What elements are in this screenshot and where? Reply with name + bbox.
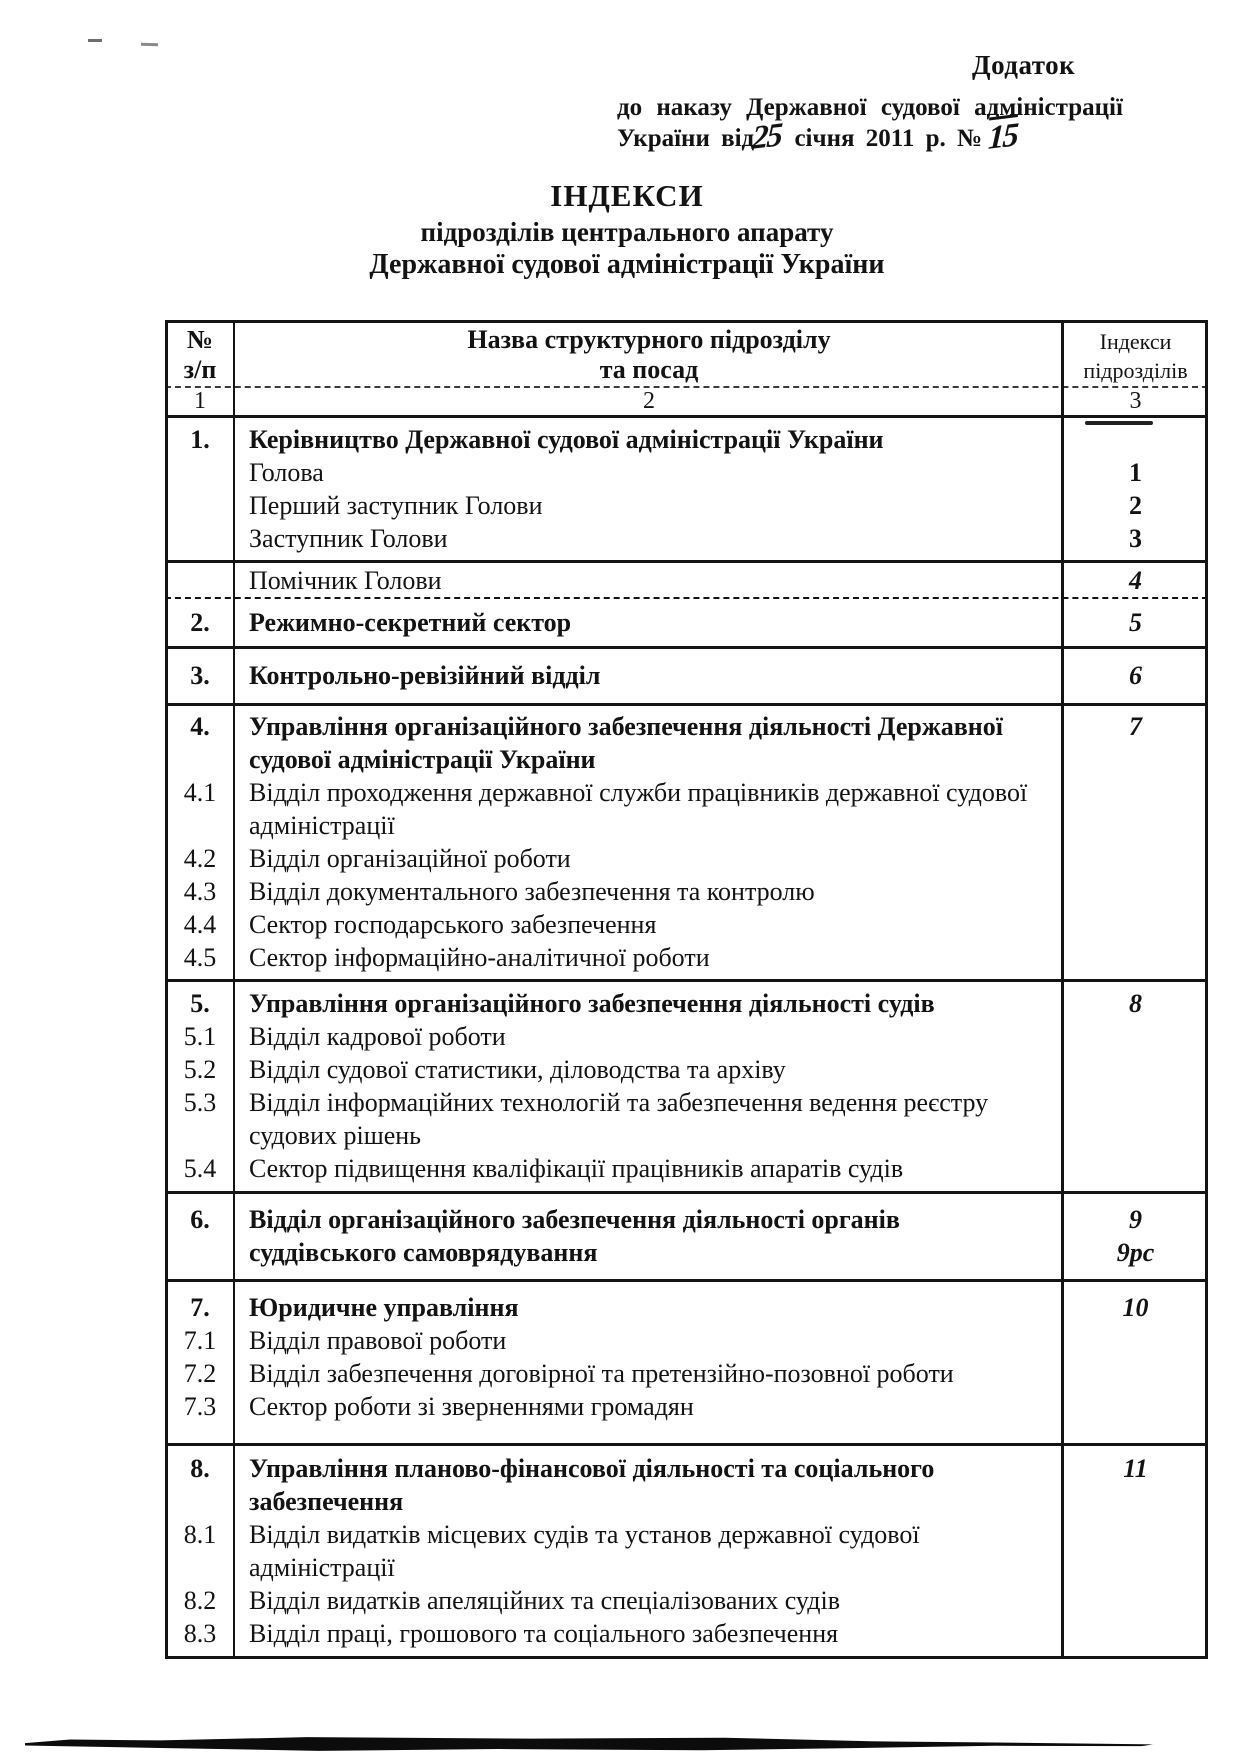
row-number: 6. bbox=[190, 1205, 210, 1234]
table-subrow bbox=[165, 776, 1208, 842]
table-subrow bbox=[165, 875, 1208, 908]
row-text: Голова bbox=[249, 458, 324, 487]
row-index bbox=[1063, 1203, 1208, 1269]
table-subrow bbox=[165, 1617, 1208, 1650]
row-text: Відділ видатків апеляційних та спеціалізованих судів bbox=[249, 1586, 840, 1615]
table-subrow bbox=[165, 941, 1208, 974]
table-row bbox=[165, 982, 1208, 1194]
row-number: 4.5 bbox=[183, 943, 217, 972]
row-text: Відділ кадрової роботи bbox=[249, 1022, 506, 1051]
table-subrow bbox=[165, 489, 1208, 522]
table-row bbox=[165, 649, 1208, 706]
row-number: 5.2 bbox=[183, 1055, 217, 1084]
row-text: Заступник Голови bbox=[249, 524, 448, 553]
row-number: 8. bbox=[190, 1454, 210, 1483]
scan-artifact-bottom-band bbox=[25, 1735, 1153, 1753]
column-header-index: Індекси підрозділів bbox=[1083, 329, 1188, 383]
appendix-label: Додаток bbox=[972, 50, 1076, 80]
row-number: 8.2 bbox=[183, 1586, 217, 1615]
row-text: Управління планово-фінансової діяльності та соціального забезпечення bbox=[249, 1454, 935, 1516]
order-reference-line2-start: України від bbox=[617, 125, 755, 152]
table-row bbox=[165, 1446, 1208, 1659]
row-text: Контрольно-ревізійний відділ bbox=[249, 661, 601, 690]
table-subrow bbox=[165, 1518, 1208, 1584]
row-number: 1. bbox=[190, 425, 210, 454]
table-subrow bbox=[165, 606, 1208, 639]
row-index bbox=[1063, 1452, 1208, 1485]
column-number-row: 1 2 3 bbox=[165, 388, 1208, 418]
table-subrow bbox=[165, 842, 1208, 875]
table-subrow bbox=[165, 1390, 1208, 1423]
order-reference bbox=[617, 92, 1123, 158]
row-index-value: 9 bbox=[1129, 1205, 1142, 1234]
document-title bbox=[0, 178, 1248, 281]
row-text: Помічник Голови bbox=[249, 566, 442, 595]
table-row bbox=[165, 706, 1208, 982]
row-number: 7.1 bbox=[183, 1326, 217, 1355]
table-subrow bbox=[165, 1152, 1208, 1185]
row-text: Відділ забезпечення договірної та претензійно-позовної роботи bbox=[249, 1359, 954, 1388]
row-number: 4.1 bbox=[183, 778, 217, 807]
row-text: Сектор підвищення кваліфікації працівників апаратів судів bbox=[249, 1154, 904, 1183]
row-text: Режимно-секретний сектор bbox=[249, 608, 572, 637]
order-reference-line1: до наказу Державної судової адміністрації bbox=[617, 94, 1123, 121]
handwritten-day: 25 bbox=[751, 116, 783, 158]
row-number: 8.1 bbox=[183, 1520, 217, 1549]
row-text: Відділ видатків місцевих судів та установ державної судової адміністрації bbox=[249, 1520, 920, 1582]
table-subrow bbox=[165, 1020, 1208, 1053]
row-index-value: 1 bbox=[1129, 458, 1142, 487]
table-subrow bbox=[165, 1086, 1208, 1152]
column-header-name: Назва структурного підрозділу та посад bbox=[467, 325, 831, 384]
row-text: Сектор господарського забезпечення bbox=[249, 910, 657, 939]
row-index bbox=[1063, 489, 1208, 522]
row-text: Керівництво Державної судової адміністрації України bbox=[249, 425, 884, 454]
table-subrow bbox=[165, 423, 1208, 456]
row-index-value: 9рс bbox=[1116, 1238, 1155, 1267]
handwritten-order-number: 15 bbox=[987, 116, 1019, 158]
row-number: 4. bbox=[190, 712, 210, 741]
row-index-value: 8 bbox=[1129, 989, 1142, 1018]
row-text: Сектор інформаційно-аналітичної роботи bbox=[249, 943, 710, 972]
document-title-line2: підрозділів центрального апарату bbox=[420, 217, 834, 247]
scan-artifact-smudge bbox=[1085, 421, 1153, 425]
row-index bbox=[1063, 522, 1208, 555]
row-number: 3. bbox=[190, 661, 210, 690]
table-subrow bbox=[165, 1584, 1208, 1617]
row-number: 8.3 bbox=[183, 1619, 217, 1648]
row-text: Відділ організаційної роботи bbox=[249, 844, 571, 873]
row-text: Відділ організаційного забезпечення діяльності органів суддівського самоврядування bbox=[249, 1205, 900, 1267]
row-number: 4.4 bbox=[183, 910, 217, 939]
table-subrow bbox=[165, 1053, 1208, 1086]
row-number: 4.2 bbox=[183, 844, 217, 873]
table-divider-col1 bbox=[233, 323, 235, 1659]
table-row bbox=[165, 418, 1208, 563]
row-number: 7. bbox=[190, 1293, 210, 1322]
table-row bbox=[165, 1194, 1208, 1282]
table-border-left bbox=[165, 323, 168, 1659]
row-text: Відділ праці, грошового та соціального забезпечення bbox=[249, 1619, 839, 1648]
row-text: Перший заступник Голови bbox=[249, 491, 543, 520]
scan-artifact-dash bbox=[141, 43, 158, 47]
indexes-table bbox=[165, 320, 1208, 1659]
table-subrow bbox=[165, 659, 1208, 692]
table-row bbox=[165, 599, 1208, 649]
row-index bbox=[1063, 710, 1208, 743]
table-border-right bbox=[1205, 323, 1208, 1659]
row-index-value: 7 bbox=[1129, 712, 1142, 741]
row-index bbox=[1063, 659, 1208, 692]
row-index-value: 3 bbox=[1129, 524, 1142, 553]
row-number: 5.4 bbox=[183, 1154, 217, 1183]
row-index-value: 10 bbox=[1122, 1293, 1149, 1322]
row-number: 4.3 bbox=[183, 877, 217, 906]
table-subrow bbox=[165, 564, 1208, 597]
row-index bbox=[1063, 456, 1208, 489]
document-title-line3: Державної судової адміністрації України bbox=[369, 249, 885, 280]
row-text: Відділ документального забезпечення та контролю bbox=[249, 877, 815, 906]
row-number: 2. bbox=[190, 608, 210, 637]
table-subrow bbox=[165, 522, 1208, 555]
row-text: Відділ судової статистики, діловодства та архіву bbox=[249, 1055, 786, 1084]
row-number: 5.3 bbox=[183, 1088, 217, 1117]
row-index bbox=[1063, 987, 1208, 1020]
table-subrow bbox=[165, 1452, 1208, 1518]
row-number: 7.2 bbox=[183, 1359, 217, 1388]
row-text: Управління організаційного забезпечення діяльності Державної судової адміністрації України bbox=[249, 712, 1003, 774]
row-text: Відділ інформаційних технологій та забезпечення ведення реєстру судових рішень bbox=[249, 1088, 989, 1150]
row-index-value: 4 bbox=[1129, 566, 1142, 595]
row-text: Сектор роботи зі зверненнями громадян bbox=[249, 1392, 694, 1421]
row-index-value: 6 bbox=[1129, 661, 1142, 690]
scan-artifact-dash bbox=[88, 39, 102, 42]
table-row bbox=[165, 563, 1208, 599]
row-text: Юридичне управління bbox=[249, 1293, 519, 1322]
order-reference-line2-mid: січня 2011 р. № bbox=[794, 125, 983, 152]
row-number: 7.3 bbox=[183, 1392, 217, 1421]
table-subrow bbox=[165, 456, 1208, 489]
table-row bbox=[165, 1282, 1208, 1446]
table-subrow bbox=[165, 987, 1208, 1020]
document-title-line1: ІНДЕКСИ bbox=[550, 178, 704, 213]
row-text: Відділ правової роботи bbox=[249, 1326, 507, 1355]
table-header-row bbox=[165, 323, 1208, 388]
column-header-number: № з/п bbox=[183, 325, 217, 384]
table-subrow bbox=[165, 1291, 1208, 1324]
order-reference-line2 bbox=[617, 116, 1097, 158]
table-subrow bbox=[165, 1324, 1208, 1357]
table-subrow bbox=[165, 1357, 1208, 1390]
table-subrow bbox=[165, 710, 1208, 776]
row-index bbox=[1063, 564, 1208, 597]
table-body bbox=[165, 418, 1208, 1659]
table-subrow bbox=[165, 1203, 1208, 1269]
table-divider-col2 bbox=[1061, 323, 1064, 1659]
row-index-value: 5 bbox=[1129, 608, 1142, 637]
row-index-value: 2 bbox=[1129, 491, 1142, 520]
row-number: 5.1 bbox=[183, 1022, 217, 1051]
table-subrow bbox=[165, 908, 1208, 941]
row-number: 5. bbox=[190, 989, 210, 1018]
row-text: Відділ проходження державної служби працівників державної судової адміністрації bbox=[249, 778, 1028, 840]
row-index bbox=[1063, 606, 1208, 639]
row-text: Управління організаційного забезпечення діяльності судів bbox=[249, 989, 935, 1018]
row-index bbox=[1063, 1291, 1208, 1324]
row-index-value: 11 bbox=[1123, 1454, 1148, 1483]
